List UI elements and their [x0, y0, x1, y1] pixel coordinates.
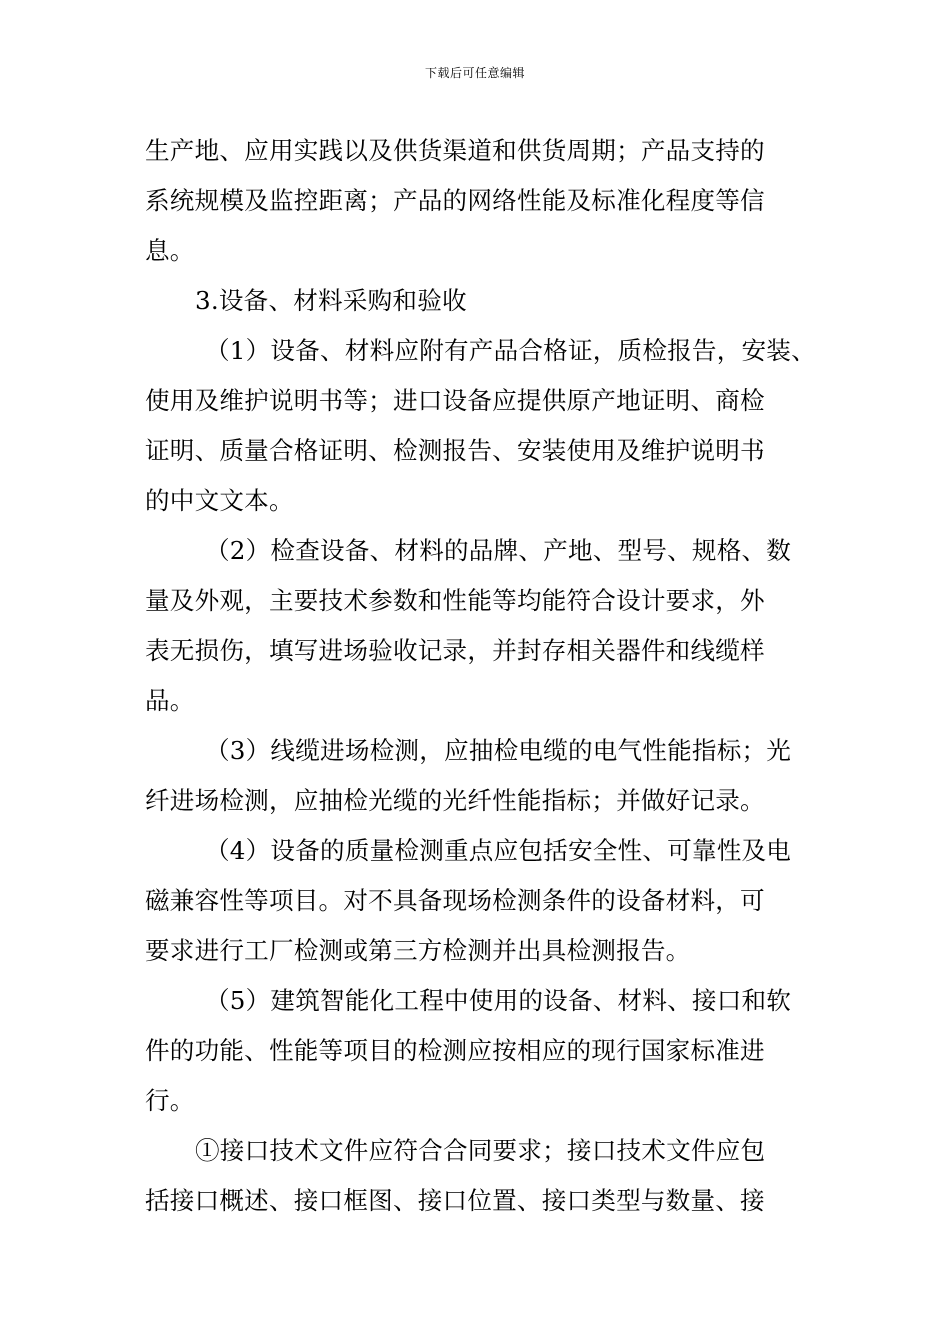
body-line: 纤进场检测，应抽检光缆的光纤性能指标；并做好记录。: [145, 786, 765, 815]
body-line: （5）建筑智能化工程中使用的设备、材料、接口和软: [205, 986, 792, 1015]
body-line: 要求进行工厂检测或第三方检测并出具检测报告。: [145, 936, 691, 965]
body-line: 品。: [145, 686, 195, 715]
body-line: 的中文文本。: [145, 486, 294, 515]
body-line: 证明、质量合格证明、检测报告、安装使用及维护说明书: [145, 436, 765, 465]
body-line: ①接口技术文件应符合合同要求；接口技术文件应包: [195, 1136, 766, 1165]
body-line: （2）检查设备、材料的品牌、产地、型号、规格、数: [205, 536, 792, 565]
body-line: （3）线缆进场检测，应抽检电缆的电气性能指标；光: [205, 736, 792, 765]
body-line: 生产地、应用实践以及供货渠道和供货周期；产品支持的: [145, 136, 765, 165]
body-line: 括接口概述、接口框图、接口位置、接口类型与数量、接: [145, 1186, 765, 1215]
body-line: （4）设备的质量检测重点应包括安全性、可靠性及电: [205, 836, 792, 865]
body-line: 件的功能、性能等项目的检测应按相应的现行国家标准进: [145, 1036, 765, 1065]
body-line: 使用及维护说明书等；进口设备应提供原产地证明、商检: [145, 386, 765, 415]
body-line: 量及外观，主要技术参数和性能等均能符合设计要求，外: [145, 586, 765, 615]
body-line: 系统规模及监控距离；产品的网络性能及标准化程度等信: [145, 186, 765, 215]
body-line: 行。: [145, 1086, 195, 1115]
document-body: [145, 126, 815, 1226]
body-line: 息。: [145, 236, 195, 265]
body-line: 表无损伤，填写进场验收记录，并封存相关器件和线缆样: [145, 636, 765, 665]
page-header-note: 下载后可任意编辑: [424, 66, 525, 80]
body-line: （1）设备、材料应附有产品合格证，质检报告，安装、: [205, 336, 816, 365]
body-line: 磁兼容性等项目。对不具备现场检测条件的设备材料，可: [145, 886, 765, 915]
section-heading: 3.设备、材料采购和验收: [195, 286, 467, 315]
